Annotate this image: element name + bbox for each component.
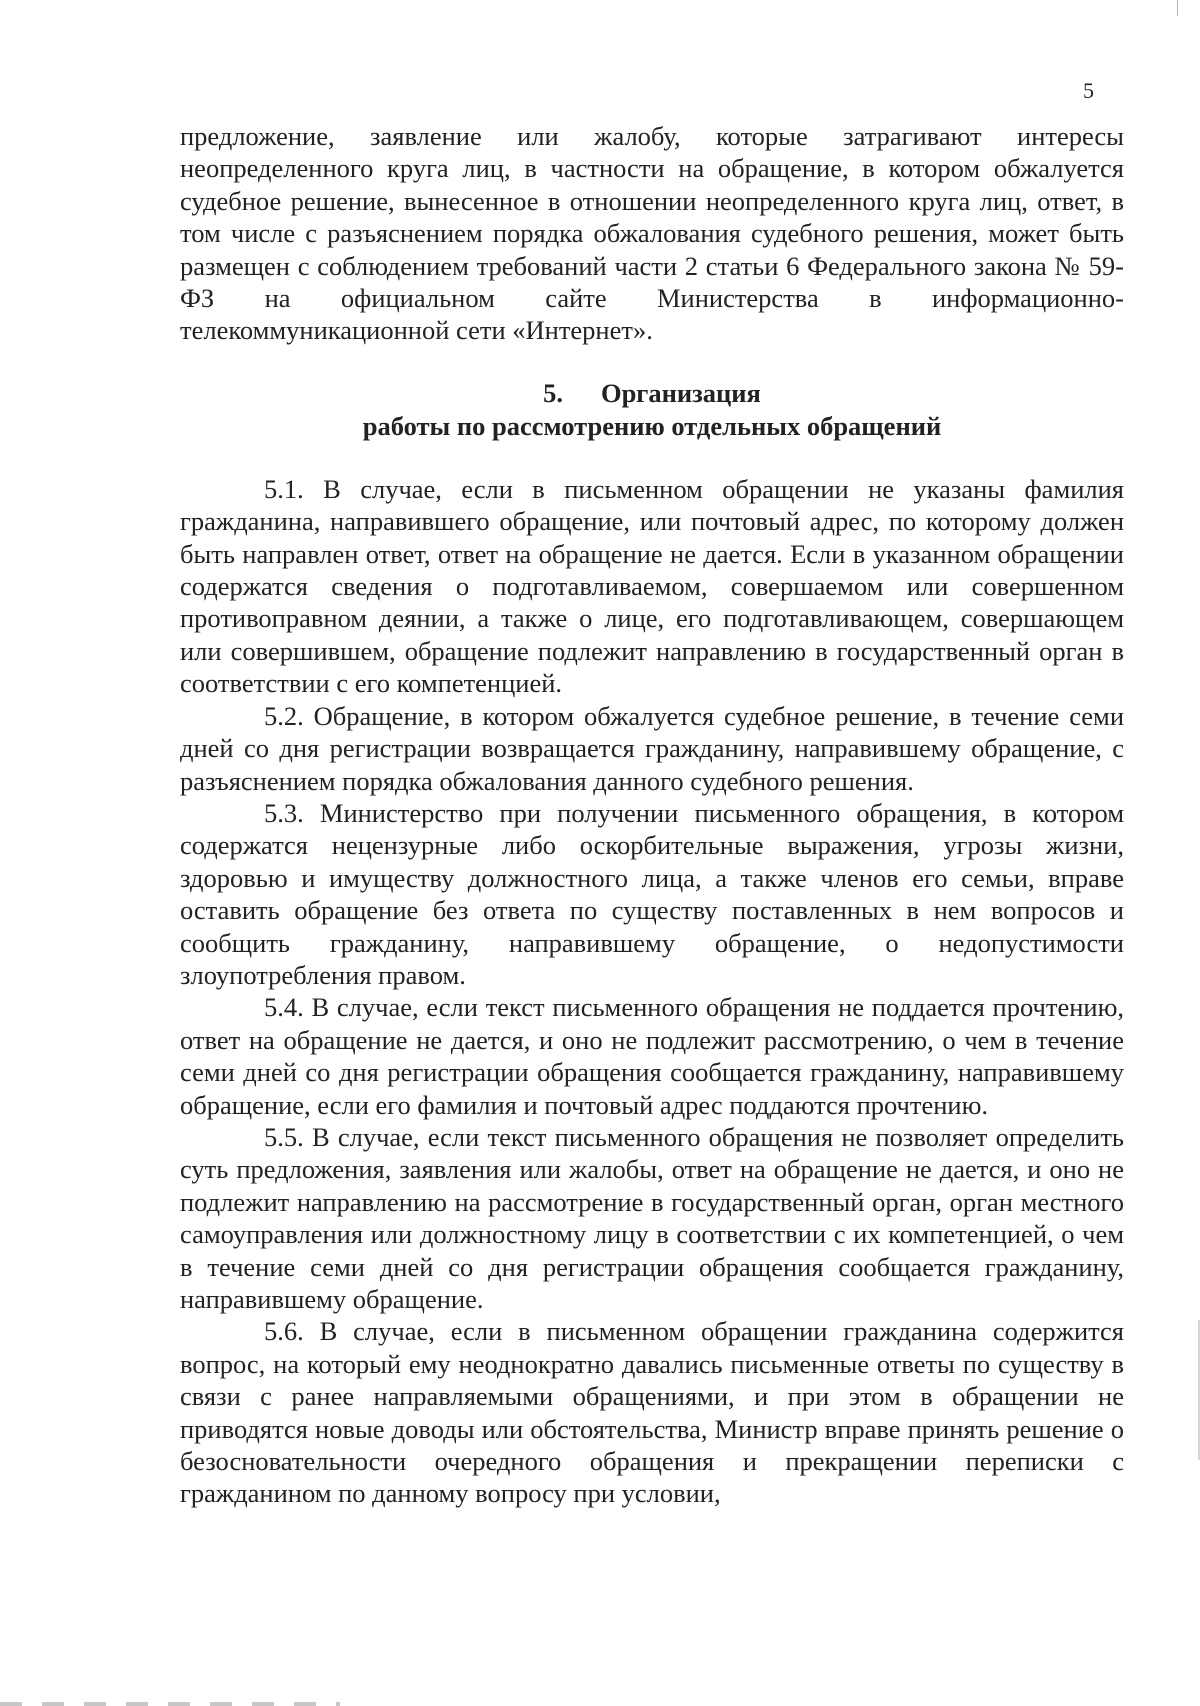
- paragraph-5-2: 5.2. Обращение, в котором обжалуется судебное решение, в течение семи дней со дня регистрации возвращается гражданину, направившему обращение, с разъяснением порядка обжалования данного судебного решения.: [180, 700, 1124, 796]
- paragraph-5-5: 5.5. В случае, если текст письменного обращения не позволяет определить суть предложения, заявления или жалобы, ответ на обращение не дается, и оно не подлежит направлению на рассмотрение в государственный орган, орган местного самоуправления или должностному лицу в соответствии с их компетенцией, о чем в течение семи дней со дня регистрации обращения сообщается гражданину, направившему обращение.: [180, 1121, 1124, 1314]
- paragraph-5-1: 5.1. В случае, если в письменном обращении не указаны фамилия гражданина, направившего обращение, или почтовый адрес, по которому должен быть направлен ответ, ответ на обращение не дается. Если в указанном обращении содержатся сведения о подготавливаемом, совершаемом или совершенном противоправном деянии, а также о лице, его подготавливающем, совершающем или совершившем, обращение подлежит направлению в государственный орган в соответствии с его компетенцией.: [180, 473, 1124, 699]
- section-heading: [180, 377, 1124, 443]
- page-number: 5: [1083, 78, 1094, 103]
- scan-edge-mark: [1177, 0, 1178, 16]
- paragraph-5-6: 5.6. В случае, если в письменном обращении гражданина содержится вопрос, на который ему неоднократно давались письменные ответы по существу в связи с ранее направляемыми обращениями, и при этом в обращении не приводятся новые доводы или обстоятельства, Министр вправе принять решение о безосновательности очередного обращения и прекращении переписки с гражданином по данному вопросу при условии,: [180, 1316, 1124, 1509]
- paragraph-5-3: 5.3. Министерство при получении письменного обращения, в котором содержатся нецензурные либо оскорбительные выражения, угрозы жизни, здоровью и имуществу должностного лица, а также членов его семьи, вправе оставить обращение без ответа по существу поставленных в нем вопросов и сообщить гражданину, направившему обращение, о недопустимости злоупотребления правом.: [180, 797, 1124, 990]
- scan-edge-mark: [0, 1702, 340, 1706]
- paragraph-5-4: 5.4. В случае, если текст письменного обращения не поддается прочтению, ответ на обращение не дается, и оно не подлежит рассмотрению, о чем в течение семи дней со дня регистрации обращения сообщается гражданину, направившему обращение, если его фамилия и почтовый адрес поддаются прочтению.: [180, 992, 1124, 1120]
- section-title-line1: Организация: [600, 377, 761, 408]
- section-title-line2: работы по рассмотрению отдельных обращений: [362, 410, 942, 441]
- section-number: 5.: [543, 377, 563, 408]
- document-body: [180, 120, 1124, 1510]
- paragraph-continuation: предложение, заявление или жалобу, которые затрагивают интересы неопределенного круга лиц, в частности на обращение, в котором обжалуется судебное решение, вынесенное в отношении неопределенного круга лиц, ответ, в том числе с разъяснением порядка обжалования судебного решения, может быть размещен с соблюдением требований части 2 статьи 6 Федерального закона № 59-ФЗ на официальном сайте Министерства в информационно-телекоммуникационной сети «Интернет».: [180, 121, 1124, 346]
